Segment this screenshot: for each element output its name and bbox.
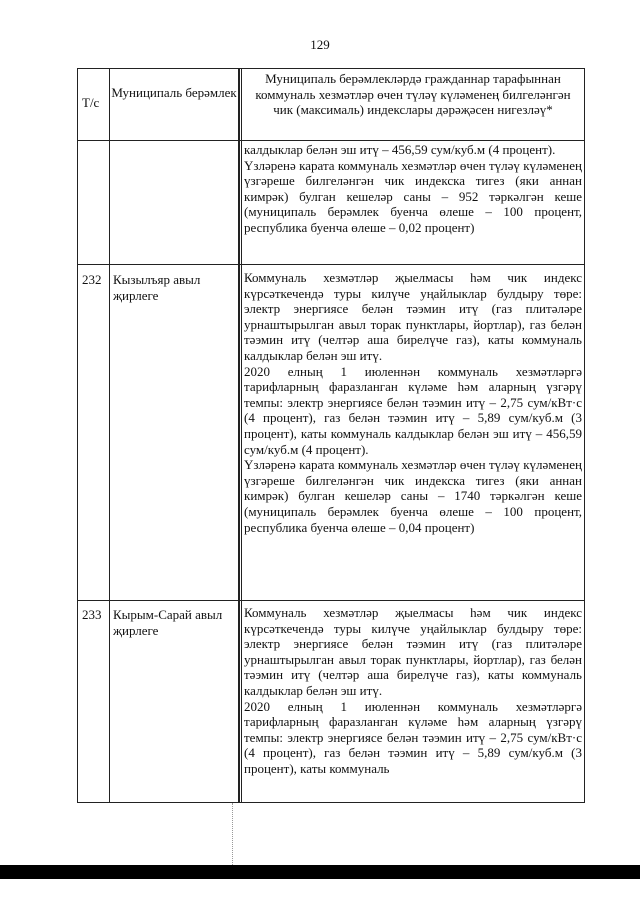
row-paragraph: Коммуналь хезмәтләр җыелмасы һәм чик индекс күрсәткечендә туры килүче уңайлыклар булдыру төре: электр энергиясе белән тәэмин итү (газ плитәләре урнаштырылган авыл торак пунктлары, йортлар), газ белән тәэмин итү (челтәр аша бирелүче газ), каты коммуналь калдыклар белән эш итү.	[244, 605, 582, 698]
column-divider	[238, 69, 240, 802]
column-divider	[109, 69, 110, 802]
row-divider	[78, 600, 584, 601]
municipality-name: Кызылъяр авыл җирлеге	[113, 272, 201, 303]
municipality-name: Кырым-Сарай авыл җирлеге	[113, 607, 223, 638]
tariff-table	[77, 68, 585, 803]
scan-artifact	[232, 803, 233, 865]
row-number: 233	[82, 607, 102, 622]
row-number: 232	[82, 272, 102, 287]
row-paragraph: Үзләренә карата коммуналь хезмәтләр өчен түләү күләменең үзгәреше билгеләнгән чик индекска тигез (яки аннан кимрәк) булган кешеләр саны – 952 тәркәлгән кеше (муниципаль берәмлек буенча өлеше – 100 процент, республика буенча өлеше – 0,02 процент)	[244, 157, 582, 235]
table-row	[244, 270, 582, 535]
row-divider	[78, 140, 584, 141]
table-row	[244, 605, 582, 777]
scan-border	[0, 865, 640, 879]
header-index: Муниципаль берәмлекләрдә гражданнар тарафыннан коммуналь хезмәтләр өчен түләү күләменең билгеләнгән чик (максималь) индекслары дәрәҗәсен нигезләү*	[255, 71, 571, 117]
row-paragraph: 2020 елның 1 июленнән коммуналь хезмәтләргә тарифларның фаразланган күләме һәм аларның үзгәрү темпы: электр энергиясе белән тәэмин итү – 2,75 сум/кВт·с (4 процент), газ белән тәэмин итү – 5,89 сум/куб.м (3 процент), каты коммуналь	[244, 698, 582, 776]
row-paragraph: 2020 елның 1 июленнән коммуналь хезмәтләргә тарифларның фаразланган күләме һәм аларның үзгәрү темпы: электр энергиясе белән тәэмин итү – 2,75 сум/кВт·с (4 процент), газ белән тәэмин итү – 5,89 сум/куб.м (3 процент), каты коммуналь калдыклар белән эш итү – 456,59 сум/куб.м (4 процент).	[244, 363, 582, 457]
header-number: Т/с	[82, 95, 100, 110]
table-row	[244, 142, 582, 236]
row-divider	[78, 264, 584, 265]
row-paragraph: Коммуналь хезмәтләр җыелмасы һәм чик индекс күрсәткечендә туры килүче уңайлыклар булдыру төре: электр энергиясе белән тәэмин итү (газ плитәләре урнаштырылган авыл торак пунктлары, йортлар), газ белән тәэмин итү (челтәр аша бирелүче газ), каты коммуналь калдыклар белән эш итү.	[244, 270, 582, 363]
column-divider	[241, 69, 242, 802]
row-paragraph: калдыклар белән эш итү – 456,59 сум/куб.м (4 процент).	[244, 142, 556, 157]
row-paragraph: Үзләренә карата коммуналь хезмәтләр өчен түләү күләменең үзгәреше билгеләнгән чик индекска тигез (яки аннан кимрәк) булган кешеләр саны – 1740 тәркәлгән кеше (муниципаль берәмлек буенча өлеше – 100 процент, республика буенча өлеше – 0,04 процент)	[244, 457, 582, 535]
page-number: 129	[310, 37, 330, 52]
header-municipality: Муниципаль берәмлек	[111, 85, 237, 100]
